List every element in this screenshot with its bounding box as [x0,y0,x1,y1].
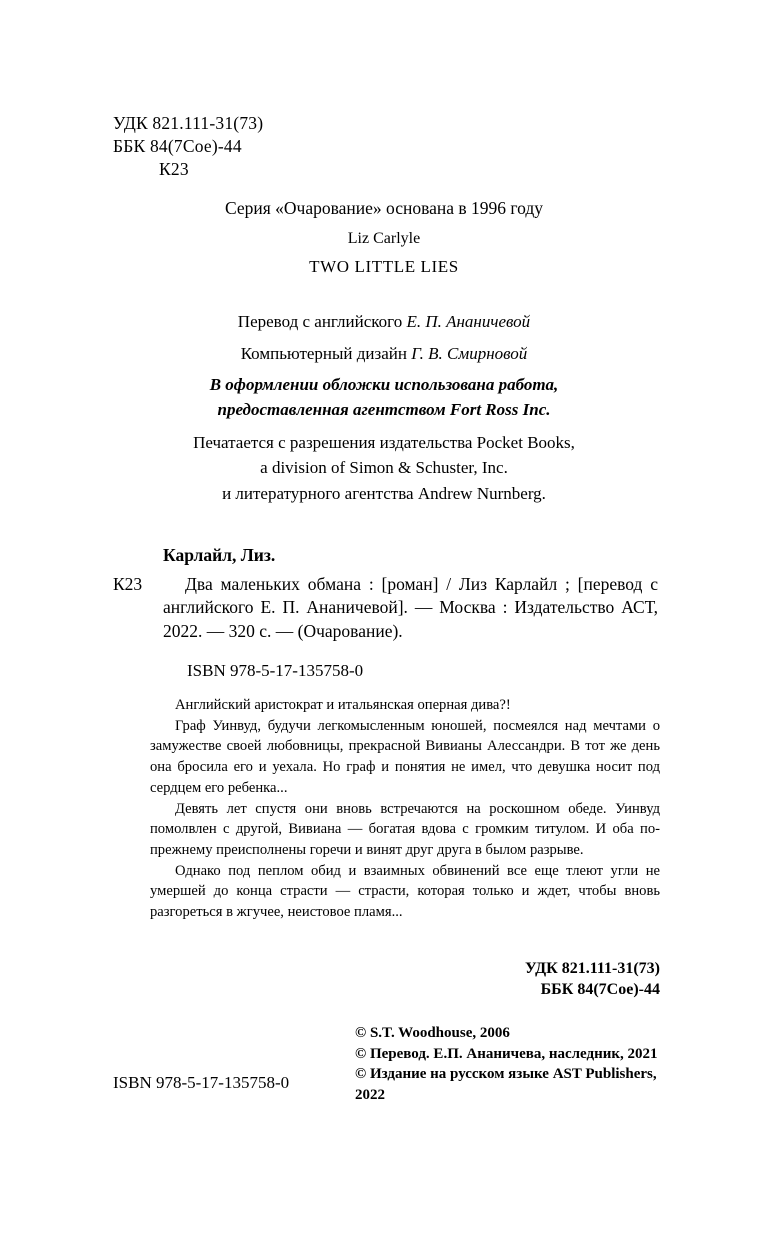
copyright-block [355,1023,685,1106]
classification-codes-bottom [525,958,660,1000]
bbk-code-top: ББК 84(7Сое)-44 [113,136,242,157]
credits-block [0,310,768,507]
translation-credit [0,310,768,335]
annotation-paragraph: Однако под пеплом обид и взаимных обвинений все еще тлеют угли не умершей до конца страсти — страсти, которая только и ждет, чтобы вновь разгореться в жгучее, неистовое пламя... [150,862,660,921]
annotation-paragraph: Девять лет спустя они вновь встречаются на роскошном обеде. Уинвуд помолвлен с другой, Вивиана — богатая вдова с громким титулом. И оба по-прежнему преисполнены горечи и винят друг друга в былом разрыве. [150,800,660,859]
cip-record [113,545,658,681]
cover-credit-line-1: В оформлении обложки использована работа, [209,375,559,395]
annotation-paragraph: Граф Уинвуд, будучи легкомысленным юношей, посмеялся над мечтами о замужестве своей любовницы, прекрасной Вивианы Алессандри. В тот же день она бросила его и уехала. Но граф и понятия не имел, что девушка носит под сердцем его ребенка... [150,717,660,796]
original-title: TWO LITTLE LIES [309,257,459,276]
copyright-line-1: © S.T. Woodhouse, 2006 [355,1025,510,1041]
series-block [0,198,768,297]
design-label: Компьютерный дизайн [240,343,407,363]
isbn-middle: ISBN 978-5-17-135758-0 [187,660,364,680]
translation-name: Е. П. Ананичевой [406,312,531,331]
permission-line-2: a division of Simon & Schuster, Inc. [260,458,508,478]
design-name: Г. В. Смирновой [411,343,528,363]
translation-label: Перевод с английского [237,312,403,331]
original-author: Liz Carlyle [347,230,421,247]
bbk-code-bottom: ББК 84(7Сое)-44 [540,981,660,999]
udk-code-top: УДК 821.111-31(73) [113,113,264,133]
cip-author: Карлайл, Лиз. [163,545,276,565]
cip-record-text: Два маленьких обмана : [роман] / Лиз Карлайл ; [перевод с английского Е. П. Ананичевой]. — Москва : Издательство АСТ, 2022. — 320 с. — (Очарование). [163,574,658,641]
series-line: Серия «Очарование» основана в 1996 году [224,198,544,218]
catalog-index-top: К23 [159,159,189,180]
permission-line-1: Печатается с разрешения издательства Pocket Books, [193,432,575,452]
isbn-bottom: ISBN 978-5-17-135758-0 [113,1073,290,1092]
copyright-line-2: © Перевод. Е.П. Ананичева, наследник, 2021 [355,1045,658,1062]
classification-codes-top [113,112,263,181]
cip-text [163,573,658,643]
annotation-block [150,695,660,923]
design-credit [0,342,768,367]
cip-index: К23 [113,574,143,594]
cover-credit-line-2: предоставленная агентством Fort Ross Inc. [217,399,551,419]
permission-line-3: и литературного агентства Andrew Nurnberg. [222,483,546,503]
copyright-line-3: © Издание на русском языке AST Publishers, 2022 [355,1066,657,1104]
cip-body [113,573,658,643]
udk-code-bottom: УДК 821.111-31(73) [525,960,660,977]
annotation-paragraph: Английский аристократ и итальянская оперная дива?! [175,697,511,713]
